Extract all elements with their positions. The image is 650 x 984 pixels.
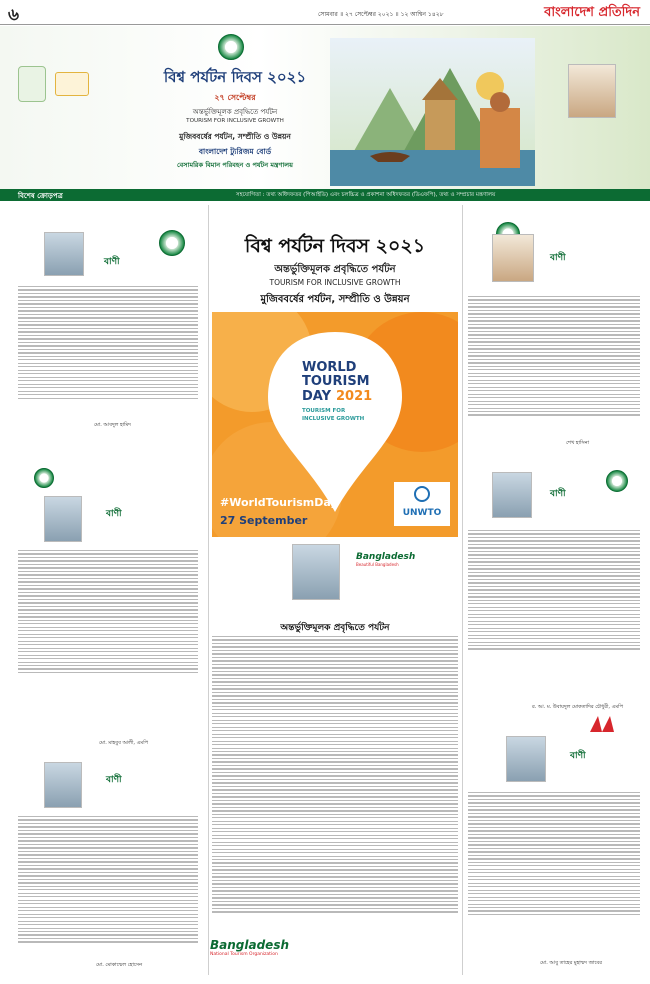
- pm-signature: শেখ হাসিনা: [566, 440, 590, 446]
- banner-theme-bn: অন্তর্ভুক্তিমূলক প্রবৃদ্ধিতে পর্যটন: [192, 108, 278, 116]
- page-number: ৬: [8, 5, 20, 25]
- center-slogan: মুজিববর্ষের পর্যটন, সম্প্রীতি ও উন্নয়ন: [260, 294, 410, 305]
- prime-minister-message: [466, 210, 644, 450]
- ceo-text: [468, 792, 640, 915]
- unwto-logo: [394, 482, 450, 526]
- banner-slogan: মুজিববর্ষের পর্যটন, সম্প্রীতি ও উন্নয়ন: [179, 132, 291, 141]
- column-rule-right: [462, 205, 463, 975]
- bd-logo-text: Bangladesh: [356, 552, 416, 562]
- secretary-text: [18, 816, 198, 943]
- article-text: [212, 636, 458, 913]
- poster-line-world: WORLD: [302, 360, 357, 375]
- banner-date: ২৭ সেপ্টেম্বর: [214, 93, 256, 102]
- ceo-photo: [506, 736, 546, 782]
- chairman-photo: [492, 472, 532, 518]
- collage-illustration: [330, 38, 535, 186]
- footer-bangladesh-logo: [210, 938, 289, 957]
- unwto-globe-icon: [414, 486, 430, 502]
- chairman-message: [466, 460, 644, 720]
- supplement-banner: [0, 26, 650, 189]
- page-header: [0, 0, 650, 25]
- secretary-message: [14, 756, 204, 976]
- supplement-bar: [0, 189, 650, 201]
- article-heading: অন্তর্ভুক্তিমূলক প্রবৃদ্ধিতে পর্যটন: [280, 623, 390, 633]
- banner-org1: বাংলাদেশ ট্যুরিজম বোর্ড: [198, 147, 272, 156]
- tourism-board-logo-icon: [590, 716, 614, 732]
- banner-title: বিশ্ব পর্যটন দিবস ২০২১: [163, 68, 307, 86]
- banner-theme-en: TOURISM FOR INCLUSIVE GROWTH: [186, 118, 284, 124]
- poster-year: 2021: [336, 389, 373, 404]
- chairman-text: [468, 530, 640, 650]
- government-seal: [218, 34, 244, 60]
- message-label: বাণী: [106, 509, 122, 519]
- poster-subtitle-1: TOURISM FOR: [302, 408, 346, 414]
- president-text: [18, 286, 198, 399]
- minister-signature: মো. মাহবুব আলী, এমপি: [99, 740, 149, 746]
- chairman-signature: র. আ. ম. উবায়দুল মোকতাদির চৌধুরী, এমপি: [532, 704, 623, 710]
- article-photo: [292, 544, 340, 600]
- message-label: বাণী: [550, 489, 566, 499]
- secretary-signature: মো. মোকাম্মেল হোসেন: [96, 962, 143, 968]
- supplement-credit: সহযোগিতা : তথ্য অধিদফতর (পিআইডি) এবং চলচ্চিত্র ও প্রকাশনা অধিদফতর (ডিএফপি), তথ্য ও সম্প্রচার মন্ত্রণালয়: [236, 192, 496, 198]
- bd-logo-sub: Beautiful Bangladesh: [356, 562, 399, 567]
- center-title: বিশ্ব পর্যটন দিবস ২০২১: [244, 235, 426, 257]
- poster-line-day: DAY: [302, 389, 332, 404]
- tourism-collage: [330, 38, 535, 186]
- message-label: বাণী: [570, 751, 586, 761]
- tourism-board-logo: [590, 716, 614, 732]
- mujib-borsho-logo: [55, 72, 89, 96]
- center-article: [212, 540, 458, 980]
- tourism-board-emblem: [18, 66, 46, 102]
- minister-seal: [34, 468, 54, 488]
- poster-hashtag: #WorldTourismDay: [220, 496, 338, 509]
- president-signature: মো. আবদুল হামিদ: [94, 422, 131, 428]
- banner-org2: বেসামরিক বিমান পরিবহন ও পর্যটন মন্ত্রণালয়: [177, 161, 293, 169]
- footer-logo-sub: National Tourism Organization: [210, 952, 278, 957]
- pm-text: [468, 296, 640, 416]
- minister-photo: [44, 496, 82, 542]
- ceo-message: [466, 730, 644, 980]
- footer-logo-text: Bangladesh: [210, 938, 290, 952]
- minister-text: [18, 550, 198, 673]
- center-theme-bn: অন্তর্ভুক্তিমূলক প্রবৃদ্ধিতে পর্যটন: [274, 264, 396, 275]
- president-seal: [159, 230, 185, 256]
- message-label: বাণী: [550, 253, 566, 263]
- unwto-text: UNWTO: [402, 508, 442, 518]
- poster-line-tourism: TOURISM: [302, 374, 370, 389]
- minister-message: [14, 468, 204, 746]
- paper-name-logo: বাংলাদেশ প্রতিদিন: [544, 5, 640, 20]
- chairman-seal: [606, 470, 628, 492]
- poster-date: 27 September: [220, 514, 308, 527]
- secretary-photo: [44, 762, 82, 808]
- supplement-label: বিশেষ ক্রোড়পত্র: [18, 192, 63, 200]
- prime-minister-photo: [568, 64, 616, 118]
- president-photo: [44, 232, 84, 276]
- message-label: বাণী: [106, 775, 122, 785]
- date-line: সোমবার ॥ ২৭ সেপ্টেম্বর ২০২১ ॥ ১২ আশ্বিন ১৪২৮: [318, 11, 444, 18]
- ceo-signature: মো. আবু তাহের মুহাম্মদ জাবের: [540, 960, 603, 966]
- column-rule-left: [208, 205, 209, 975]
- poster-subtitle-2: INCLUSIVE GROWTH: [302, 416, 365, 422]
- message-label: বাণী: [104, 257, 120, 267]
- pm-photo: [492, 234, 534, 282]
- center-theme-en: TOURISM FOR INCLUSIVE GROWTH: [269, 278, 401, 287]
- bangladesh-logo-small: [356, 552, 415, 567]
- president-message: [14, 210, 204, 440]
- world-tourism-day-poster: [212, 312, 458, 537]
